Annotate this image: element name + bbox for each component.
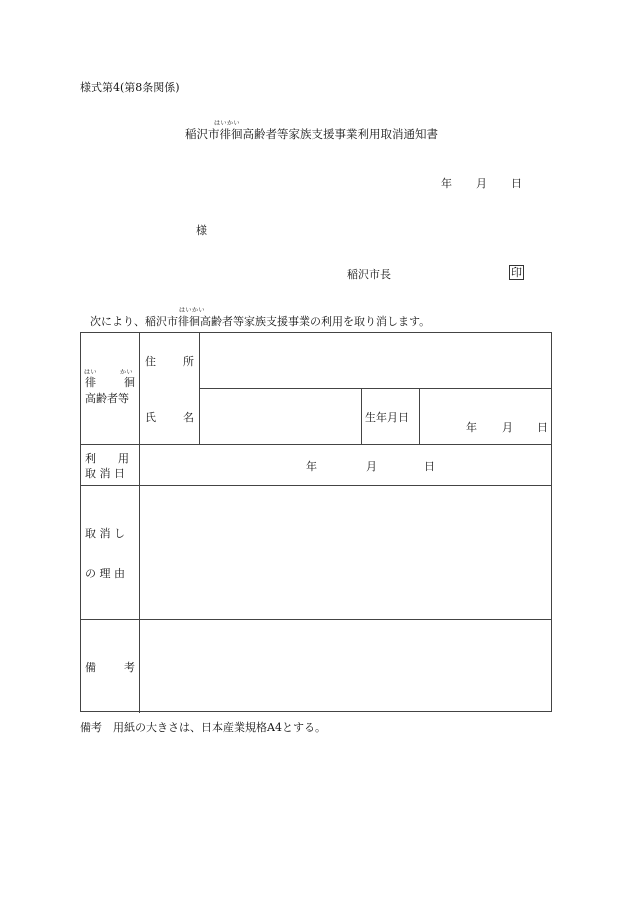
row-divider (81, 485, 552, 486)
birth-month: 月 (502, 421, 513, 434)
footnote: 備考 用紙の大きさは、日本産業規格A4とする。 (80, 721, 326, 734)
cancel-date-label-1: 利 用 (85, 452, 129, 465)
date-year: 年 (441, 177, 452, 190)
date-month: 月 (476, 177, 487, 190)
row-divider (199, 388, 552, 389)
document-title: 稲沢市徘徊高齢者等家族支援事業利用取消通知書 (185, 127, 438, 141)
column-divider (199, 333, 200, 444)
address-field[interactable] (201, 335, 550, 387)
column-divider (139, 333, 140, 713)
cancel-month: 月 (366, 460, 377, 473)
person-ruby-hai: はい (84, 369, 98, 376)
birthdate-label: 生年月日 (365, 411, 409, 424)
person-char-hai: 徘 (85, 376, 96, 389)
column-divider (361, 388, 362, 444)
intro-ruby: はいかい (179, 307, 206, 314)
person-label-line2: 高齢者等 (85, 392, 129, 405)
reason-label-1: 取 消 し (85, 527, 125, 540)
name-field[interactable] (201, 390, 359, 442)
address-label-2: 所 (183, 355, 194, 368)
person-char-kai: 徊 (124, 376, 135, 389)
column-divider (419, 388, 420, 444)
row-divider (81, 444, 552, 445)
sender-name: 稲沢市長 (347, 268, 391, 281)
form-number: 様式第4(第8条関係) (80, 81, 180, 94)
date-day: 日 (511, 177, 522, 190)
cancel-year: 年 (306, 460, 317, 473)
birth-day: 日 (537, 421, 548, 434)
remarks-label-1: 備 (85, 661, 96, 674)
birth-year: 年 (466, 421, 477, 434)
name-label-1: 氏 (145, 411, 156, 424)
remarks-field[interactable] (141, 621, 550, 711)
cancel-date-label-2: 取 消 日 (85, 467, 125, 480)
intro-text: 次により、稲沢市徘徊高齢者等家族支援事業の利用を取り消します。 (90, 315, 431, 328)
title-ruby: はいかい (214, 120, 241, 127)
reason-label-2: の 理 由 (85, 567, 125, 580)
addressee-honorific: 様 (196, 224, 207, 237)
person-ruby-kai: かい (120, 369, 134, 376)
cancellation-form-table (80, 332, 552, 712)
name-label-2: 名 (183, 411, 194, 424)
address-label-1: 住 (145, 355, 156, 368)
reason-field[interactable] (141, 487, 550, 617)
cancel-day: 日 (424, 460, 435, 473)
row-divider (81, 619, 552, 620)
seal-mark: 印 (511, 266, 522, 279)
remarks-label-2: 考 (124, 661, 135, 674)
